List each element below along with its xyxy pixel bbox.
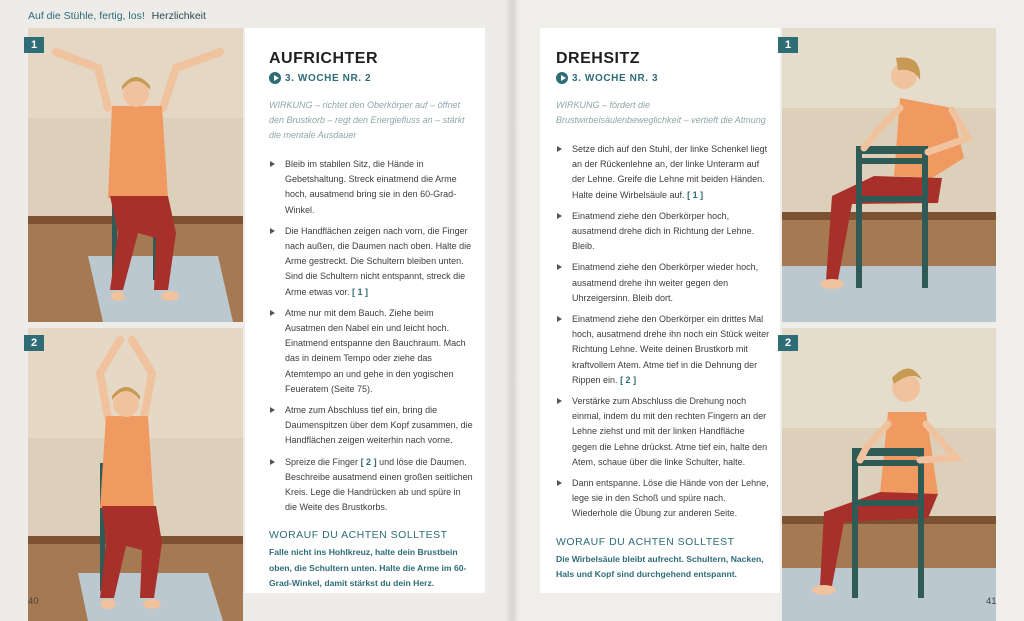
week-text: 3. WOCHE NR. 3	[572, 72, 659, 84]
exercise-title: AUFRICHTER	[269, 50, 378, 67]
photo-aufrichter-2	[28, 328, 243, 621]
photo-drehsitz-1	[782, 28, 996, 322]
play-icon	[269, 72, 281, 84]
photo-reference: [ 1 ]	[687, 189, 704, 200]
exercise-title: DREHSITZ	[556, 50, 640, 67]
effect-text: WIRKUNG – fördert die Brustwirbelsäulenbeweglichkeit – vertieft die Atmung	[556, 100, 766, 125]
watch-heading: WORAUF DU ACHTEN SOLLTEST	[269, 529, 448, 542]
week-text: 3. WOCHE NR. 2	[285, 72, 372, 84]
list-item: Atme nur mit dem Bauch. Ziehe beim Ausatmen den Nabel ein und leicht hoch. Einatmend entspanne den Bauchraum. Mach das in deinem Tempo oder ziehe das Atemtempo an und gehe in den yogischen Feueratem (Seite 75).	[269, 306, 475, 397]
photo-reference: [ 2 ]	[620, 374, 637, 385]
text-card-drehsitz	[540, 28, 780, 593]
photo-reference: [ 1 ]	[352, 286, 369, 297]
book-gutter	[505, 0, 519, 621]
page-number-right: 41	[986, 596, 997, 607]
running-header	[28, 10, 206, 22]
watch-text: Die Wirbelsäule bleibt aufrecht. Schultern, Nacken, Hals und Kopf sind durchgehend entspannt.	[556, 553, 764, 579]
photo-label-2: 2	[778, 335, 798, 351]
header-title: Auf die Stühle, fertig, los!	[28, 10, 145, 22]
photo-reference: [ 2 ]	[360, 456, 377, 467]
page-number-left: 40	[28, 596, 39, 607]
watch-text: Falle nicht ins Hohlkreuz, halte dein Brustbein oben, die Schultern unten. Halte die Arme im 60-Grad-Winkel, damit stärkst du dein Herz.	[269, 547, 467, 588]
list-item: Atme zum Abschluss tief ein, bring die Daumenspitzen über dem Kopf zusammen, die Handflächen zeigen weiterhin nach vorne.	[269, 403, 475, 449]
photo-aufrichter-1	[28, 28, 243, 322]
list-item: Spreize die Finger [ 2 ] und löse die Daumen. Beschreibe ausatmend einen großen seitlichen Kreis. Lege die Handrücken ab und spüre in die Weite des Brustkorbs.	[269, 455, 475, 516]
list-item: Dann entspanne. Löse die Hände von der Lehne, lege sie in den Schoß und spüre nach. Wiederhole die Übung zur anderen Seite.	[556, 476, 770, 522]
effect-text: WIRKUNG – richtet den Oberkörper auf – öffnet den Brustkorb – regt den Energiefluss an – stärkt die mentale Ausdauer	[269, 100, 465, 140]
photo-label-2: 2	[24, 335, 44, 351]
list-item: Einatmend ziehe den Oberkörper hoch, ausatmend drehe dich in Richtung der Lehne. Bleib.	[556, 209, 770, 255]
watch-heading: WORAUF DU ACHTEN SOLLTEST	[556, 535, 735, 548]
list-item: Bleib im stabilen Sitz, die Hände in Gebetshaltung. Streck einatmend die Arme hoch, ausatmend bring sie in den 60-Grad-Winkel.	[269, 157, 475, 218]
header-tag: Herzlichkeit	[151, 10, 206, 22]
text-card-aufrichter	[245, 28, 485, 593]
photo-label-1: 1	[778, 37, 798, 53]
photo-label-1: 1	[24, 37, 44, 53]
week-label	[556, 72, 770, 84]
list-item: Verstärke zum Abschluss die Drehung noch einmal, indem du mit den rechten Fingern an der Lehne ziehst und mit der linken Handfläche gegen die Lehne drückst. Atme tief ein, halte den Atem, schaue über die linke Schulter, halte.	[556, 394, 770, 470]
list-item: Einatmend ziehe den Oberkörper wieder hoch, ausatmend drehe ihn weiter gegen den Uhrzeigersinn. Bleib dort.	[556, 260, 770, 306]
week-label	[269, 72, 475, 84]
step-list	[269, 157, 475, 515]
list-item: Einatmend ziehe den Oberkörper ein drittes Mal hoch, ausatmend drehe ihn noch ein Stück weiter Richtung Lehne. Weite deinen Brustkorb mit kraftvollem Atem. Atme tief in die Dehnung der Rippen ein. [ 2 ]	[556, 312, 770, 388]
list-item: Die Handflächen zeigen nach vorn, die Finger nach außen, die Daumen nach oben. Halte die Arme gestreckt. Die Schultern bleiben unten. Sind die Schultern nicht entspannt, streck die Arme etwas vor. [ 1 ]	[269, 224, 475, 300]
step-list	[556, 142, 770, 522]
play-icon	[556, 72, 568, 84]
list-item: Setze dich auf den Stuhl, der linke Schenkel liegt an der Rückenlehne an, der linke Unterarm auf der Lehne. Greife die Lehne mit beiden Händen. Halte deine Wirbelsäule auf. [ 1 ]	[556, 142, 770, 203]
photo-drehsitz-2	[782, 328, 996, 621]
